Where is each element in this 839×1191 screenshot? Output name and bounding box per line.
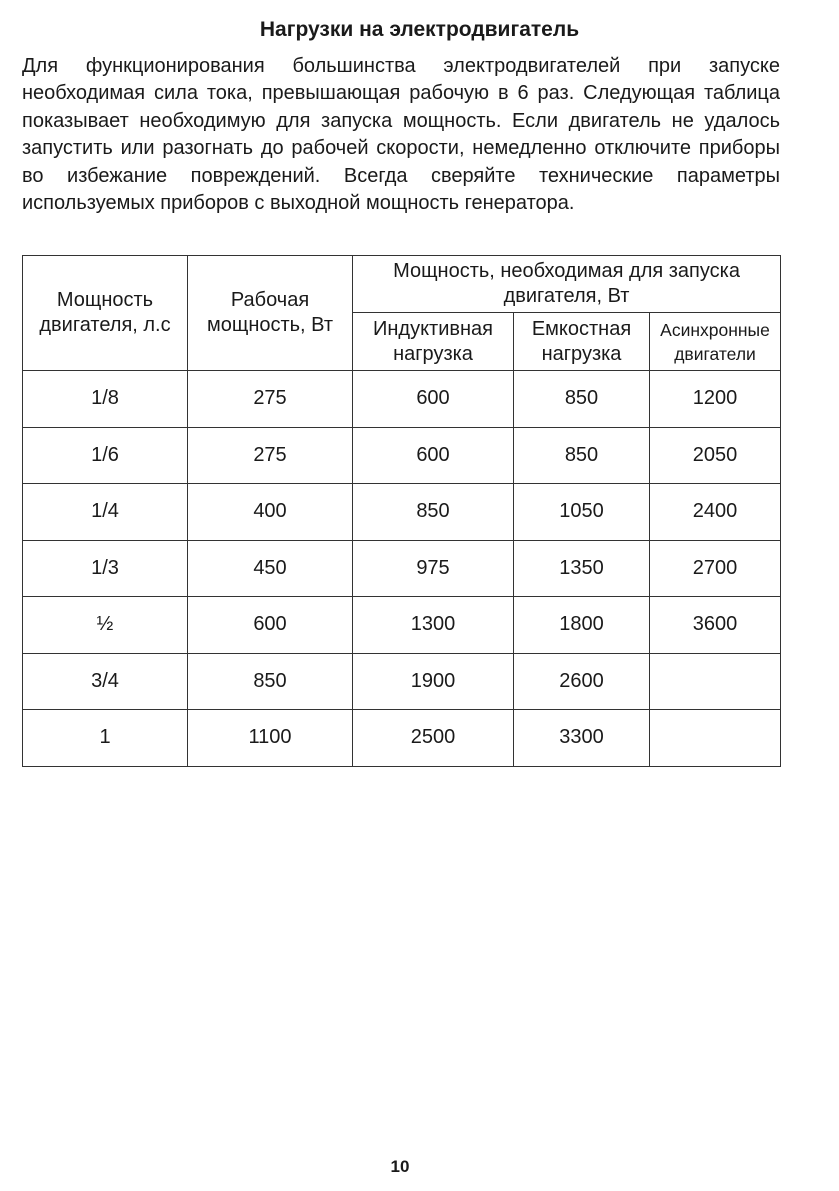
- cell-inductive: 1900: [353, 653, 514, 710]
- cell-inductive: 600: [353, 427, 514, 484]
- cell-inductive: 2500: [353, 710, 514, 767]
- table-row: [23, 597, 781, 654]
- cell-capacitive: 1350: [514, 540, 650, 597]
- cell-async: 1200: [650, 371, 781, 428]
- cell-async: [650, 653, 781, 710]
- header-running-power: Рабочая мощность, Вт: [188, 256, 353, 371]
- cell-async: 2050: [650, 427, 781, 484]
- motor-loads-table: [22, 255, 781, 767]
- cell-capacitive: 850: [514, 427, 650, 484]
- cell-running-power: 275: [188, 427, 353, 484]
- cell-motor-power: 1/6: [23, 427, 188, 484]
- header-starting-power-group: Мощность, необходимая для запуска двигателя, Вт: [353, 256, 781, 313]
- table-row: [23, 427, 781, 484]
- table-header-row: [23, 256, 781, 313]
- table-row: [23, 371, 781, 428]
- cell-async: 2400: [650, 484, 781, 541]
- intro-paragraph: Для функционирования большинства электродвигателей при запуске необходимая сила тока, превышающая рабочую в 6 раз. Следующая таблица показывает необходимую для запуска мощность. Если двигатель не удалось запустить или разогнать до рабочей скорости, немедленно отключите приборы во избежание повреждений. Всегда сверяйте технические параметры используемых приборов с выходной мощность генератора.: [22, 55, 780, 215]
- cell-capacitive: 850: [514, 371, 650, 428]
- cell-inductive: 600: [353, 371, 514, 428]
- header-motor-power: Мощность двигателя, л.с: [23, 256, 188, 371]
- page-number: 10: [390, 1157, 410, 1176]
- cell-async: [650, 710, 781, 767]
- header-inductive-load: Индуктивная нагрузка: [353, 313, 514, 371]
- cell-motor-power: 1/4: [23, 484, 188, 541]
- cell-capacitive: 1050: [514, 484, 650, 541]
- cell-capacitive: 2600: [514, 653, 650, 710]
- cell-running-power: 400: [188, 484, 353, 541]
- table-row: [23, 710, 781, 767]
- cell-inductive: 1300: [353, 597, 514, 654]
- cell-inductive: 975: [353, 540, 514, 597]
- cell-async: 2700: [650, 540, 781, 597]
- cell-running-power: 600: [188, 597, 353, 654]
- cell-motor-power: 3/4: [23, 653, 188, 710]
- header-async-motors: Асинхронные двигатели: [650, 313, 781, 371]
- cell-running-power: 1100: [188, 710, 353, 767]
- cell-async: 3600: [650, 597, 781, 654]
- cell-capacitive: 3300: [514, 710, 650, 767]
- header-capacitive-load: Емкостная нагрузка: [514, 313, 650, 371]
- cell-inductive: 850: [353, 484, 514, 541]
- cell-motor-power: 1/8: [23, 371, 188, 428]
- cell-running-power: 450: [188, 540, 353, 597]
- cell-motor-power: ½: [23, 597, 188, 654]
- cell-capacitive: 1800: [514, 597, 650, 654]
- table-row: [23, 540, 781, 597]
- page-title: Нагрузки на электродвигатель: [259, 18, 580, 41]
- cell-running-power: 275: [188, 371, 353, 428]
- table-row: [23, 484, 781, 541]
- table-row: [23, 653, 781, 710]
- cell-motor-power: 1: [23, 710, 188, 767]
- cell-motor-power: 1/3: [23, 540, 188, 597]
- cell-running-power: 850: [188, 653, 353, 710]
